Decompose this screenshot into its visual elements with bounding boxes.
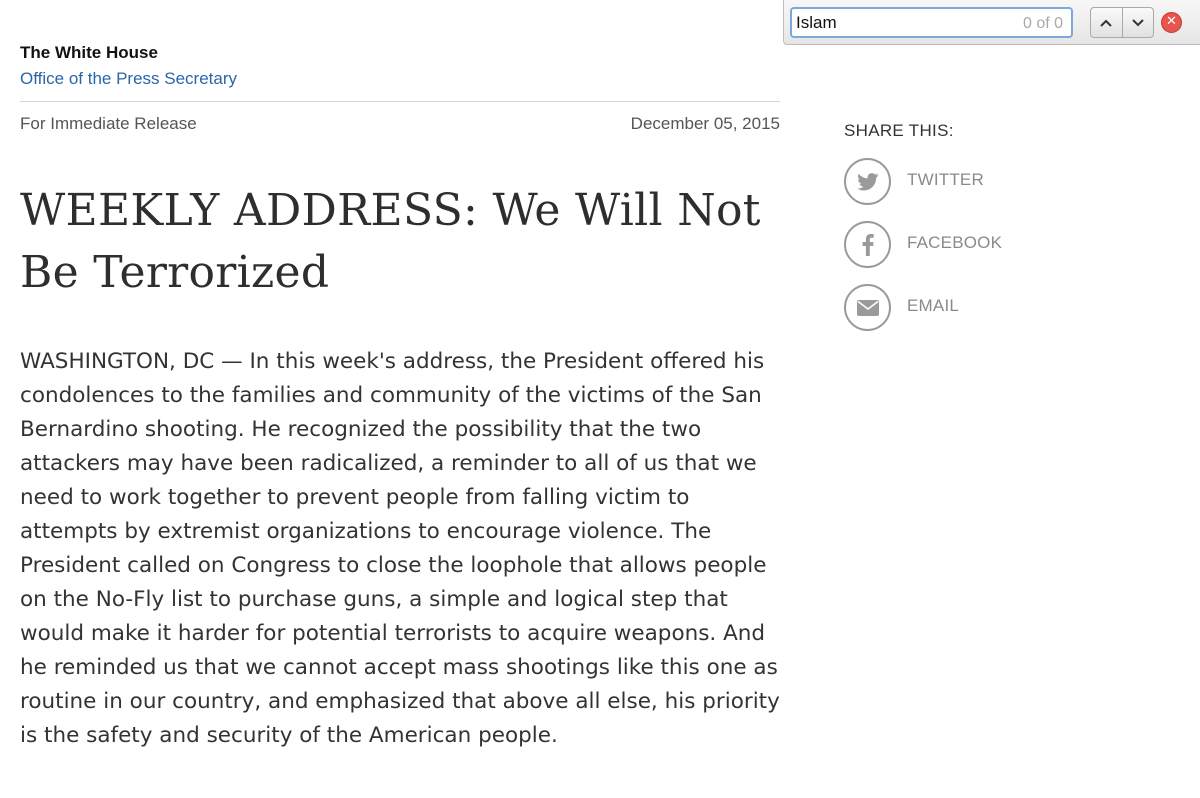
office-link[interactable]: Office of the Press Secretary [20,69,237,88]
find-input[interactable] [796,12,1016,34]
twitter-icon-circle [844,158,891,205]
facebook-f-icon [862,234,874,256]
page-title: WEEKLY ADDRESS: We Will Not Be Terrorized [20,185,761,298]
share-facebook-button[interactable] [844,221,1002,268]
header-divider [20,101,780,102]
share-email-label: EMAIL [907,296,960,315]
release-label: For Immediate Release [20,114,197,133]
find-previous-button[interactable] [1091,8,1122,37]
share-twitter-label: TWITTER [907,170,984,189]
close-icon: ✕ [1166,14,1177,29]
chevron-up-icon [1100,19,1112,27]
share-twitter-button[interactable] [844,158,984,205]
find-match-count: 0 of 0 [1022,15,1063,32]
find-input-wrapper [790,7,1073,38]
share-heading: SHARE THIS: [844,121,954,140]
article-body: WASHINGTON, DC — In this week's address, the President offered his condolences to the families and community of the victims of the San Bernardino shooting. He recognized the possibility that the two attackers may have been radicalized, a reminder to all of us that we need to work together to prevent people from falling victim to attempts by extremist organizations to encourage violence. The President called on Congress to close the loophole that allows people on the No-Fly list to purchase guns, a simple and logical step that would make it harder for potential terrorists to acquire weapons. And he reminded us that we cannot accept mass shootings like this one as routine in our country, and emphasized that above all else, his priority is the safety and security of the American people. [20,349,780,748]
envelope-icon [857,300,879,316]
share-facebook-label: FACEBOOK [907,233,1003,252]
facebook-icon-circle [844,221,891,268]
find-bar [783,0,1200,45]
find-close-button[interactable] [1161,12,1182,33]
release-date: December 05, 2015 [630,114,780,133]
share-email-button[interactable] [844,284,959,331]
twitter-bird-icon [857,173,879,191]
organization-name: The White House [20,43,158,62]
find-next-button[interactable] [1122,8,1154,37]
find-navigation [1090,7,1154,38]
chevron-down-icon [1132,19,1144,27]
email-icon-circle [844,284,891,331]
